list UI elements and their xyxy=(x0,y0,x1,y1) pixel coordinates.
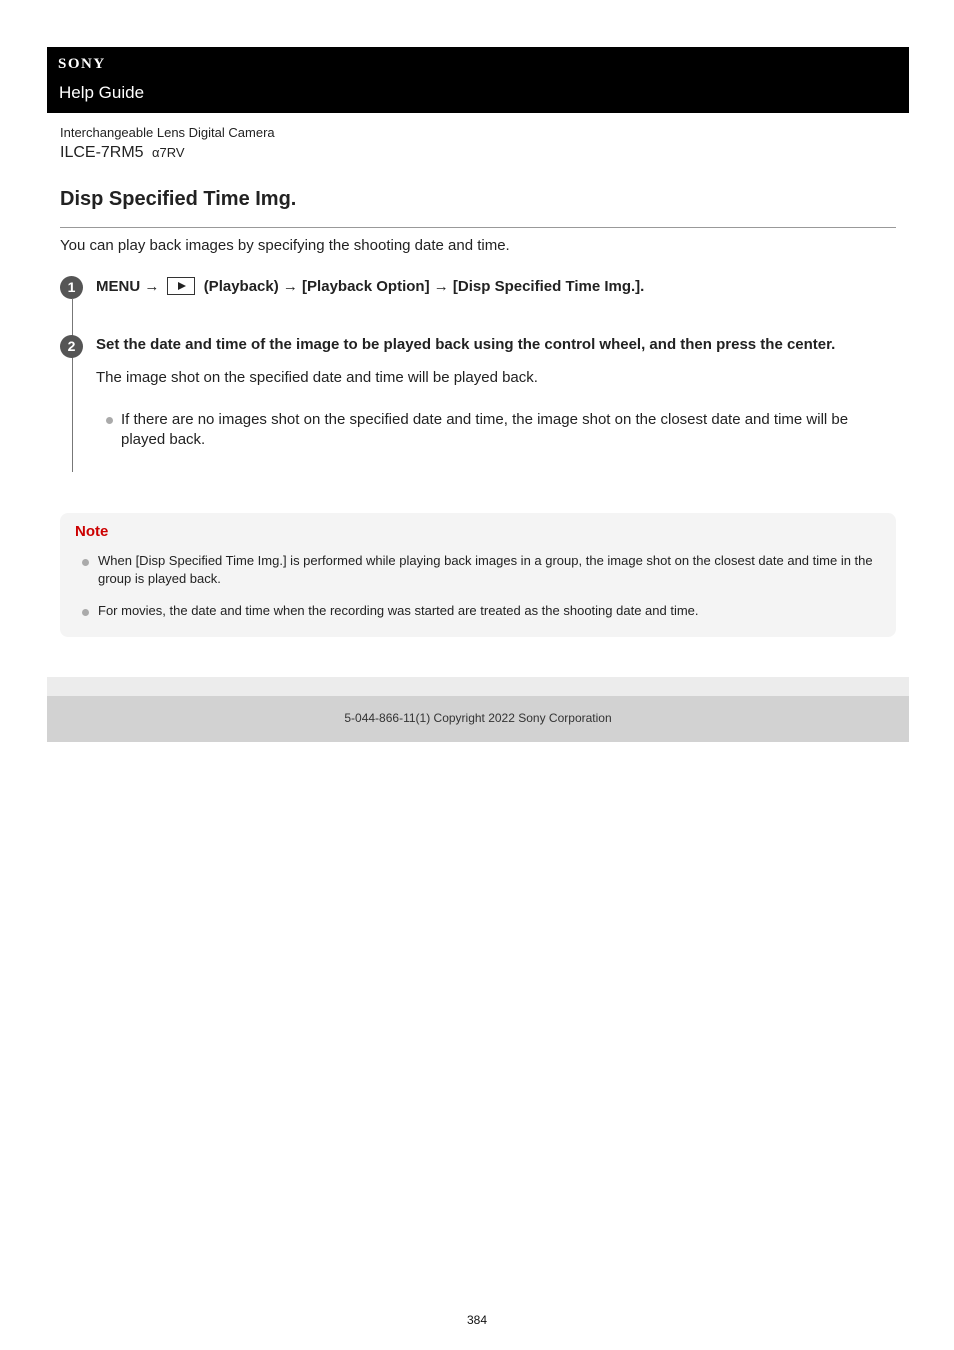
bullet-dot-icon xyxy=(82,609,89,616)
model-number: ILCE-7RM5 xyxy=(60,144,144,161)
step-connector-line xyxy=(72,299,73,472)
step-1-instruction xyxy=(96,277,644,295)
step-2-number: 2 xyxy=(60,335,83,358)
step-1-menu-path: (Playback) → [Playback Option] → [Disp Specified Time Img.]. xyxy=(203,278,645,295)
product-category: Interchangeable Lens Digital Camera xyxy=(60,125,275,140)
note-item: For movies, the date and time when the recording was started are treated as the shooting date and time. xyxy=(98,603,699,618)
step-2-instruction: Set the date and time of the image to be played back using the control wheel, and then press the center. xyxy=(96,336,836,353)
page-title: Disp Specified Time Img. xyxy=(60,188,297,210)
help-guide-title: Help Guide xyxy=(59,83,145,102)
product-model xyxy=(60,144,185,162)
step-2-bullet: If there are no images shot on the specified date and time, the image shot on the closest date and time will be played back. xyxy=(121,411,849,448)
sony-logo: SONY xyxy=(58,56,106,72)
step-1-number: 1 xyxy=(60,276,83,299)
bullet-dot-icon xyxy=(106,417,113,424)
footer-spacer xyxy=(47,677,909,696)
page-header xyxy=(47,47,909,113)
step-2-description: The image shot on the specified date and time will be played back. xyxy=(96,369,538,386)
title-divider xyxy=(60,227,896,228)
model-alias: α7RV xyxy=(152,145,185,160)
note-item: When [Disp Specified Time Img.] is performed while playing back images in a group, the image shot on the closest date and time in the group is played back. xyxy=(98,553,873,586)
copyright-text: 5-044-866-11(1) Copyright 2022 Sony Corporation xyxy=(344,711,612,725)
step-1-menu-label: MENU → xyxy=(96,278,160,295)
page-footer xyxy=(47,696,909,742)
intro-text: You can play back images by specifying the shooting date and time. xyxy=(60,237,510,254)
playback-icon xyxy=(167,277,195,295)
page-number: 384 xyxy=(466,1313,488,1327)
bullet-dot-icon xyxy=(82,559,89,566)
note-label: Note xyxy=(75,523,109,540)
note-box xyxy=(60,513,896,637)
